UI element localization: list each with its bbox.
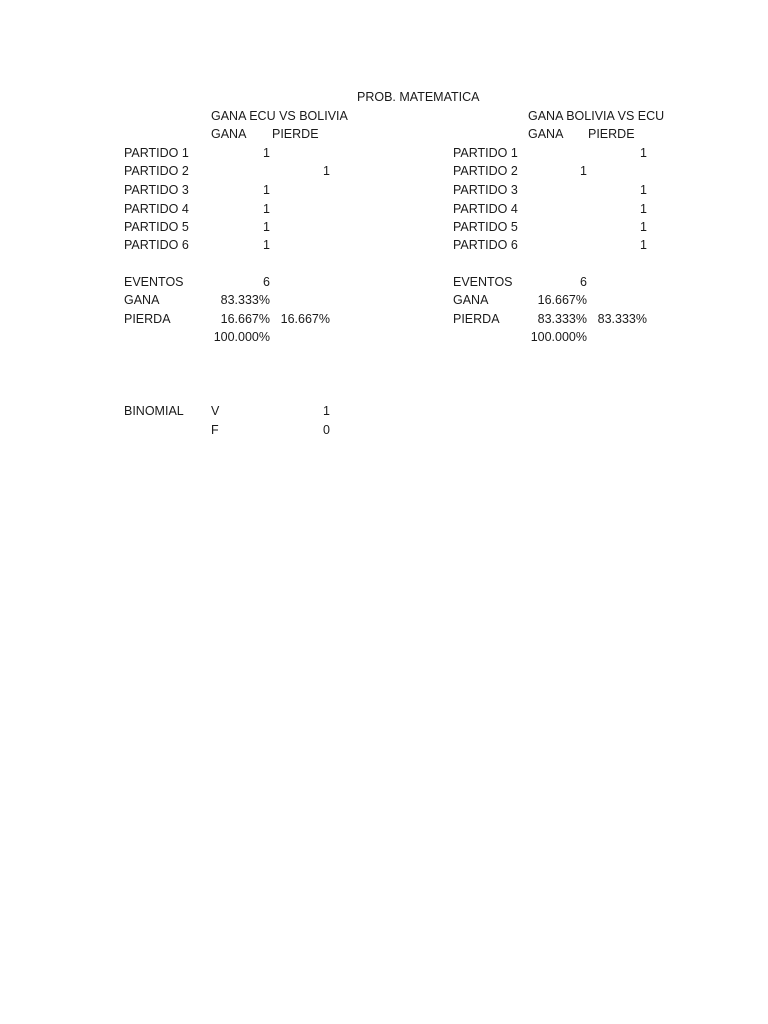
right-total-percent: 100.000%: [530, 330, 587, 344]
left-pierda-percent: 16.667%: [220, 312, 270, 326]
right-eventos-value: 6: [580, 275, 587, 289]
row-pierde-value: 1: [640, 202, 647, 216]
left-table-header: GANA ECU VS BOLIVIA: [211, 109, 348, 123]
binomial-value: 0: [323, 423, 330, 437]
right-table-header: GANA BOLIVIA VS ECU: [528, 109, 665, 123]
binomial-key: F: [211, 423, 219, 437]
row-pierde-value: [280, 145, 330, 161]
row-gana-value: 1: [263, 220, 270, 234]
left-gana-percent: 83.333%: [220, 293, 270, 307]
row-gana-value: 1: [263, 146, 270, 160]
right-pierda-percent-2: 83.333%: [597, 312, 647, 326]
row-gana-value: 1: [580, 164, 587, 178]
row-label: PARTIDO 1: [124, 146, 189, 160]
row-label: PARTIDO 2: [453, 164, 518, 178]
left-pierda-percent-2: 16.667%: [280, 312, 330, 326]
row-gana-value: [537, 145, 587, 161]
left-col-gana-header: GANA: [211, 127, 247, 141]
row-label: PARTIDO 3: [453, 183, 518, 197]
row-label: PARTIDO 5: [124, 220, 189, 234]
row-gana-value: [537, 219, 587, 235]
row-pierde-value: 1: [323, 164, 330, 178]
row-pierde-value: [280, 237, 330, 253]
right-pierda-label: PIERDA: [453, 312, 500, 326]
row-gana-value: 1: [263, 238, 270, 252]
row-pierde-value: [597, 163, 647, 179]
right-gana-percent: 16.667%: [537, 293, 587, 307]
row-gana-value: [537, 182, 587, 198]
left-col-pierde-header: PIERDE: [272, 127, 319, 141]
row-label: PARTIDO 6: [453, 238, 518, 252]
row-label: PARTIDO 2: [124, 164, 189, 178]
row-pierde-value: [280, 182, 330, 198]
row-gana-value: 1: [263, 183, 270, 197]
row-gana-value: 1: [263, 202, 270, 216]
row-pierde-value: [280, 201, 330, 217]
right-pierda-percent: 83.333%: [537, 312, 587, 326]
left-eventos-label: EVENTOS: [124, 275, 184, 289]
right-col-pierde-header: PIERDE: [588, 127, 635, 141]
row-label: PARTIDO 4: [124, 202, 189, 216]
binomial-value: 1: [323, 404, 330, 418]
row-label: PARTIDO 5: [453, 220, 518, 234]
row-gana-value: [537, 201, 587, 217]
left-eventos-value: 6: [263, 275, 270, 289]
left-total-percent: 100.000%: [213, 330, 270, 344]
right-col-gana-header: GANA: [528, 127, 564, 141]
row-label: PARTIDO 3: [124, 183, 189, 197]
row-gana-value: [220, 163, 270, 179]
right-eventos-label: EVENTOS: [453, 275, 513, 289]
binomial-label: BINOMIAL: [124, 404, 184, 418]
binomial-key: V: [211, 404, 220, 418]
row-label: PARTIDO 1: [453, 146, 518, 160]
row-pierde-value: 1: [640, 183, 647, 197]
row-pierde-value: 1: [640, 220, 647, 234]
row-pierde-value: 1: [640, 146, 647, 160]
row-label: PARTIDO 4: [453, 202, 518, 216]
row-gana-value: [537, 237, 587, 253]
row-label: PARTIDO 6: [124, 238, 189, 252]
left-gana-label: GANA: [124, 293, 160, 307]
page-title: PROB. MATEMATICA: [357, 90, 480, 104]
row-pierde-value: [280, 219, 330, 235]
row-pierde-value: 1: [640, 238, 647, 252]
left-pierda-label: PIERDA: [124, 312, 171, 326]
right-gana-label: GANA: [453, 293, 489, 307]
